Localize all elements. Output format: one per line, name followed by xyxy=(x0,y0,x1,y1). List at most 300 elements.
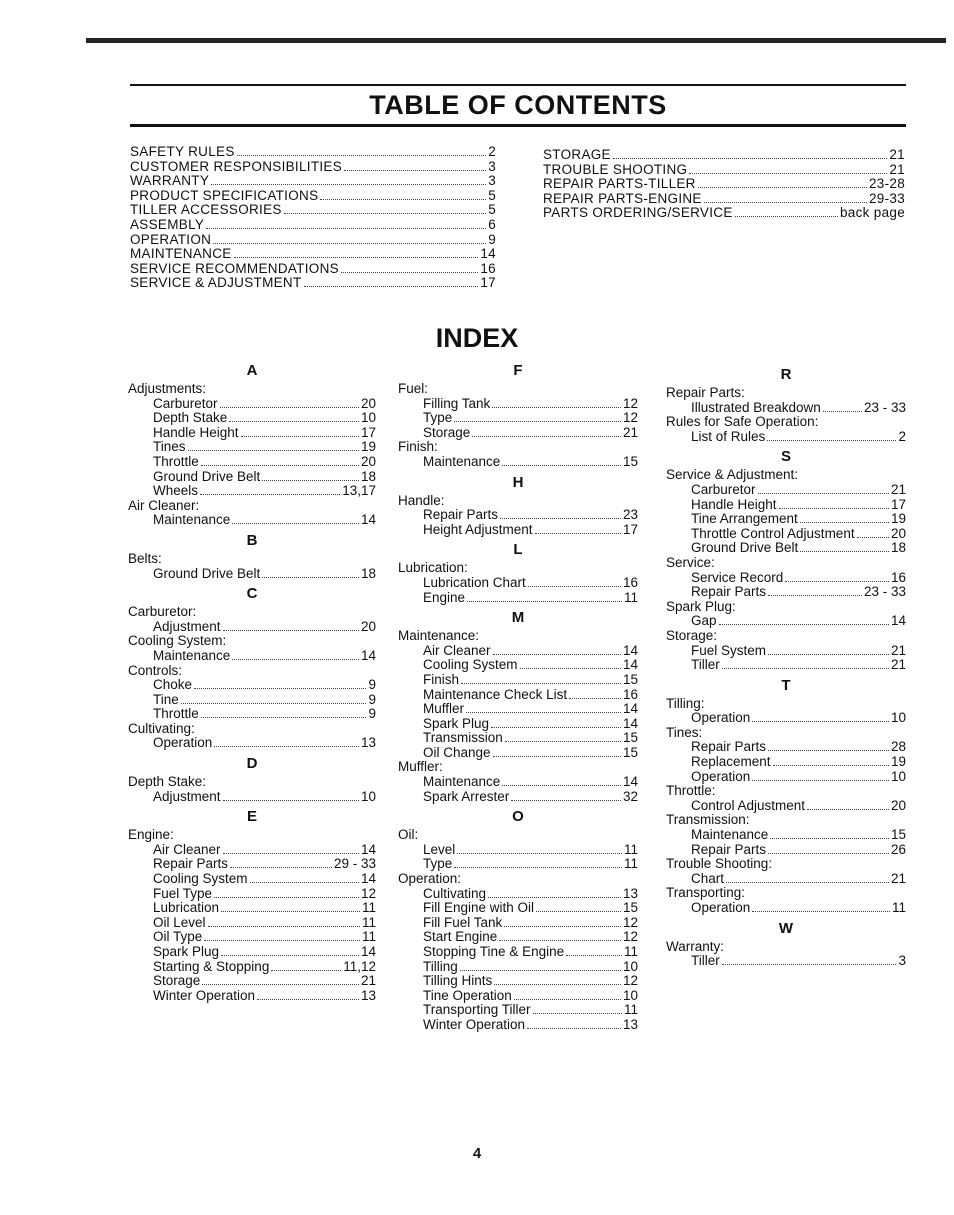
index-entry-label: Fill Fuel Tank xyxy=(423,914,503,930)
toc-entry xyxy=(130,174,496,189)
index-entry-page: 12 xyxy=(622,914,638,930)
index-entry-page: 13 xyxy=(622,1016,638,1032)
index-entry-page: 11 xyxy=(361,914,376,930)
index-entry xyxy=(128,916,376,931)
index-entry-label: Depth Stake xyxy=(153,410,228,426)
index-entry-label: Fill Engine with Oil xyxy=(423,900,535,916)
index-entry-label: Tiller xyxy=(691,953,720,969)
index-entry-label: Oil Level xyxy=(153,914,206,930)
index-entry-label: Lubrication xyxy=(153,900,220,916)
index-entry-label: Control Adjustment xyxy=(691,797,806,813)
index-entry-page: 14 xyxy=(360,647,376,663)
index-letter-heading: D xyxy=(246,755,258,773)
index-entry-page: 15 xyxy=(622,744,638,760)
index-topic: Spark Plug: xyxy=(666,598,736,614)
leader-dots xyxy=(221,946,359,956)
leader-dots xyxy=(493,747,621,757)
leader-dots xyxy=(528,577,621,587)
index-entry-page: 28 xyxy=(890,739,906,755)
index-entry-label: Throttle xyxy=(153,706,199,722)
toc-entry xyxy=(130,218,496,233)
leader-dots xyxy=(698,178,867,188)
leader-dots xyxy=(527,1019,621,1029)
leader-dots xyxy=(535,524,621,534)
index-topic: Transporting: xyxy=(666,885,746,901)
index-entry-page: 11 xyxy=(623,1002,638,1018)
index-topic: Tilling: xyxy=(666,695,705,711)
leader-dots xyxy=(536,902,621,912)
toc-entry-page: 21 xyxy=(889,161,905,177)
leader-dots xyxy=(341,263,478,273)
index-letter-heading: B xyxy=(246,531,258,549)
index-entry-label: Type xyxy=(423,856,453,872)
index-entry-page: 19 xyxy=(360,439,376,455)
toc-right-column xyxy=(543,148,905,221)
index-entry xyxy=(398,790,638,805)
index-entry-page: 23 - 33 xyxy=(863,584,906,600)
index-entry-page: 17 xyxy=(360,424,376,440)
leader-dots xyxy=(505,732,621,742)
index-entry-label: Engine xyxy=(423,589,466,605)
leader-dots xyxy=(204,931,360,941)
index-entry-label: Fuel System xyxy=(691,642,767,658)
toc-entry-label: PARTS ORDERING/SERVICE xyxy=(543,205,733,221)
index-entry xyxy=(398,523,638,538)
index-entry-label: Oil Change xyxy=(423,744,491,760)
index-entry xyxy=(128,426,376,441)
index-entry xyxy=(666,541,906,556)
index-column-1 xyxy=(128,358,376,1003)
leader-dots xyxy=(262,471,359,481)
index-entry-label: Ground Drive Belt xyxy=(691,540,799,556)
index-entry-label: Carburetor xyxy=(691,481,756,497)
index-topic: Finish: xyxy=(398,439,438,455)
leader-dots xyxy=(201,456,359,466)
index-entry xyxy=(398,1018,638,1033)
leader-dots xyxy=(467,592,622,602)
index-entry-label: Handle Height xyxy=(153,424,239,440)
leader-dots xyxy=(823,402,862,412)
index-entry-label: Tiller xyxy=(691,657,720,673)
toc-entry-label: WARRANTY xyxy=(130,173,210,189)
index-topic: Lubrication: xyxy=(398,560,468,576)
index-entry-label: Tilling Hints xyxy=(423,973,493,989)
index-entry-label: Stopping Tine & Engine xyxy=(423,944,565,959)
leader-dots xyxy=(514,990,621,1000)
index-entry xyxy=(128,901,376,916)
index-entry xyxy=(666,571,906,586)
index-entry xyxy=(128,649,376,664)
index-entry-page: 15 xyxy=(622,900,638,916)
index-entry xyxy=(666,828,906,843)
leader-dots xyxy=(502,456,621,466)
index-entry-label: Oil Type xyxy=(153,929,203,945)
index-entry-page: 11,12 xyxy=(343,958,376,974)
index-entry-page: 32 xyxy=(622,788,638,804)
leader-dots xyxy=(181,694,367,704)
index-entry xyxy=(128,678,376,693)
index-entry-page: 9 xyxy=(368,691,376,707)
leader-dots xyxy=(223,844,359,854)
index-entry-page: 21 xyxy=(890,657,906,673)
index-entry-label: Tines xyxy=(153,439,186,455)
leader-dots xyxy=(768,586,862,596)
title-bottom-rule xyxy=(130,124,906,127)
leader-dots xyxy=(566,946,622,956)
leader-dots xyxy=(770,829,889,839)
leader-dots xyxy=(221,902,360,912)
leader-dots xyxy=(726,873,889,883)
leader-dots xyxy=(284,204,486,214)
index-entry-page: 12 xyxy=(622,929,638,945)
index-entry-page: 14 xyxy=(360,512,376,528)
leader-dots xyxy=(223,621,359,631)
index-entry-page: 13 xyxy=(360,987,376,1003)
index-topic: Tines: xyxy=(666,724,703,740)
index-entry xyxy=(666,843,906,858)
toc-entry xyxy=(130,276,496,291)
index-entry-label: Transporting Tiller xyxy=(423,1002,531,1018)
index-entry-label: Cultivating xyxy=(423,885,487,901)
index-topic: Oil: xyxy=(398,827,419,843)
index-entry-page: 14 xyxy=(622,715,638,731)
leader-dots xyxy=(500,509,621,519)
index-entry xyxy=(128,887,376,902)
index-entry-page: 20 xyxy=(890,525,906,541)
leader-dots xyxy=(304,277,479,287)
page-number: 4 xyxy=(472,1145,482,1162)
index-entry-page: 10 xyxy=(360,410,376,426)
leader-dots xyxy=(768,645,889,655)
index-entry xyxy=(666,770,906,785)
toc-entry xyxy=(543,206,905,221)
index-letter-heading: F xyxy=(513,362,523,379)
index-entry-label: Gap xyxy=(691,613,717,629)
leader-dots xyxy=(214,888,359,898)
index-entry xyxy=(128,411,376,426)
leader-dots xyxy=(202,975,359,985)
index-entry xyxy=(398,411,638,426)
leader-dots xyxy=(752,712,889,722)
leader-dots xyxy=(511,791,621,801)
index-entry-page: 21 xyxy=(622,424,638,440)
index-entry-page: 9 xyxy=(368,706,376,722)
toc-entry-label: TROUBLE SHOOTING xyxy=(543,161,688,177)
index-entry xyxy=(128,455,376,470)
toc-entry-page: 9 xyxy=(488,231,496,247)
toc-entry-page: 14 xyxy=(480,246,496,262)
index-entry-page: 20 xyxy=(360,618,376,634)
index-entry-page: 14 xyxy=(622,657,638,673)
index-entry-page: 15 xyxy=(622,671,638,687)
index-entry xyxy=(398,508,638,523)
index-entry xyxy=(398,857,638,872)
index-topic: Throttle: xyxy=(666,783,716,799)
index-entry xyxy=(398,887,638,902)
toc-entry-page: 16 xyxy=(480,260,496,276)
index-entry xyxy=(398,843,638,858)
index-topic: Cultivating: xyxy=(128,720,195,736)
index-entry xyxy=(398,901,638,916)
leader-dots xyxy=(752,902,890,912)
index-entry-page: 11 xyxy=(361,900,376,916)
toc-entry xyxy=(130,233,496,248)
index-topic: Operation: xyxy=(398,871,462,887)
index-topic: Air Cleaner: xyxy=(128,497,200,513)
leader-dots xyxy=(857,528,889,538)
leader-dots xyxy=(502,776,621,786)
leader-dots xyxy=(262,568,359,578)
toc-entry xyxy=(130,247,496,262)
index-entry-label: Tine Arrangement xyxy=(691,511,798,527)
leader-dots xyxy=(722,659,889,669)
index-entry-label: Spark Arrester xyxy=(423,788,510,804)
toc-entry-label: TILLER ACCESSORIES xyxy=(130,202,282,218)
leader-dots xyxy=(719,615,889,625)
index-entry xyxy=(666,740,906,755)
toc-entry-page: 2 xyxy=(488,144,496,159)
leader-dots xyxy=(188,441,359,451)
index-entry-page: 11 xyxy=(623,841,638,857)
index-entry-label: Repair Parts xyxy=(691,739,767,755)
index-entry xyxy=(666,755,906,770)
leader-dots xyxy=(752,771,889,781)
index-entry-label: Start Engine xyxy=(423,929,498,945)
leader-dots xyxy=(800,542,889,552)
index-entry-label: Maintenance xyxy=(423,774,501,790)
leader-dots xyxy=(807,800,889,810)
leader-dots xyxy=(613,149,888,159)
index-entry-label: Maintenance xyxy=(153,512,231,528)
leader-dots xyxy=(271,961,341,971)
index-entry-label: Operation xyxy=(691,768,751,784)
index-entry-label: Finish xyxy=(423,671,460,687)
index-entry-page: 3 xyxy=(898,953,906,969)
leader-dots xyxy=(208,917,360,927)
leader-dots xyxy=(533,1004,622,1014)
toc-entry-label: OPERATION xyxy=(130,231,212,247)
toc-entry-page: 21 xyxy=(889,147,905,162)
leader-dots xyxy=(773,756,889,766)
index-entry-page: 26 xyxy=(890,841,906,857)
index-entry-label: List of Rules xyxy=(691,428,766,444)
index-entry xyxy=(398,688,638,703)
leader-dots xyxy=(785,572,889,582)
index-entry-label: Operation xyxy=(691,900,751,915)
index-entry-page: 14 xyxy=(622,701,638,717)
toc-entry-label: REPAIR PARTS-TILLER xyxy=(543,176,696,192)
index-topic: Handle: xyxy=(398,492,445,508)
index-topic: Service: xyxy=(666,554,715,570)
leader-dots xyxy=(767,431,896,441)
index-entry xyxy=(398,945,638,960)
index-entry xyxy=(398,702,638,717)
index-entry-label: Air Cleaner xyxy=(423,642,491,658)
toc-entry-page: 23-28 xyxy=(868,176,905,192)
index-entry-page: 20 xyxy=(360,395,376,411)
leader-dots xyxy=(454,412,621,422)
index-entry xyxy=(398,960,638,975)
leader-dots xyxy=(454,858,622,868)
index-entry-page: 11 xyxy=(623,856,638,872)
toc-entry xyxy=(130,189,496,204)
index-entry-page: 23 xyxy=(622,507,638,523)
index-entry xyxy=(398,397,638,412)
leader-dots xyxy=(704,193,867,203)
leader-dots xyxy=(213,234,486,244)
index-entry-label: Tine xyxy=(153,691,179,707)
leader-dots xyxy=(520,659,621,669)
index-entry-label: Repair Parts xyxy=(153,856,229,872)
index-entry-label: Maintenance xyxy=(423,453,501,469)
index-entry-label: Height Adjustment xyxy=(423,521,533,537)
index-entry xyxy=(666,512,906,527)
index-title: INDEX xyxy=(435,323,519,353)
index-entry-label: Lubrication Chart xyxy=(423,574,526,590)
leader-dots xyxy=(493,645,621,655)
leader-dots xyxy=(241,427,359,437)
index-entry xyxy=(128,707,376,722)
index-entry xyxy=(128,513,376,528)
index-entry xyxy=(128,974,376,989)
index-entry-page: 18 xyxy=(890,540,906,556)
leader-dots xyxy=(230,858,332,868)
index-entry-page: 12 xyxy=(360,885,376,901)
index-entry xyxy=(128,397,376,412)
leader-dots xyxy=(214,737,359,747)
index-entry xyxy=(666,644,906,659)
index-entry-label: Repair Parts xyxy=(691,841,767,857)
index-entry-label: Repair Parts xyxy=(691,584,767,600)
leader-dots xyxy=(779,499,889,509)
leader-dots xyxy=(194,679,366,689)
toc-entry-label: STORAGE xyxy=(543,147,611,162)
index-column-2 xyxy=(398,358,638,1033)
index-entry-page: 19 xyxy=(890,511,906,527)
index-entry-page: 23 - 33 xyxy=(863,399,906,415)
index-entry-page: 14 xyxy=(360,841,376,857)
toc-entry-label: SERVICE RECOMMENDATIONS xyxy=(130,260,339,276)
index-entry xyxy=(666,614,906,629)
index-entry-page: 20 xyxy=(890,797,906,813)
leader-dots xyxy=(232,514,359,524)
index-entry-page: 14 xyxy=(622,774,638,790)
index-entry xyxy=(398,746,638,761)
index-entry-label: Winter Operation xyxy=(153,987,256,1003)
toc-title: TABLE OF CONTENTS xyxy=(369,90,667,120)
index-entry-page: 10 xyxy=(890,768,906,784)
index-topic: Service & Adjustment: xyxy=(666,467,799,483)
index-entry-page: 21 xyxy=(890,870,906,886)
index-entry-label: Replacement xyxy=(691,754,771,770)
index-entry-label: Storage xyxy=(423,424,471,440)
index-entry xyxy=(128,693,376,708)
index-entry-label: Winter Operation xyxy=(423,1016,526,1032)
index-letter-heading: O xyxy=(512,808,524,826)
toc-entry xyxy=(543,163,905,178)
index-entry-label: Ground Drive Belt xyxy=(153,468,261,484)
index-entry-label: Operation xyxy=(691,710,751,726)
index-entry xyxy=(398,576,638,591)
leader-dots xyxy=(234,248,479,258)
index-entry xyxy=(666,901,906,916)
toc-entry-page: back page xyxy=(840,205,905,221)
index-topic: Fuel: xyxy=(398,381,429,396)
index-entry-page: 13 xyxy=(360,735,376,751)
toc-entry-label: SERVICE & ADJUSTMENT xyxy=(130,275,302,291)
leader-dots xyxy=(320,190,486,200)
index-entry-page: 9 xyxy=(368,677,376,693)
index-entry-label: Operation xyxy=(153,735,213,751)
index-entry xyxy=(398,1003,638,1018)
index-letter-heading: A xyxy=(246,362,258,379)
index-entry-page: 11 xyxy=(623,944,638,959)
leader-dots xyxy=(220,398,359,408)
toc-entry xyxy=(130,262,496,277)
index-entry-label: Adjustment xyxy=(153,788,221,804)
index-entry-label: Level xyxy=(423,841,456,857)
toc-entry-page: 5 xyxy=(488,187,496,203)
leader-dots xyxy=(206,219,486,229)
index-letter-heading: M xyxy=(511,609,525,627)
toc-entry-page: 6 xyxy=(488,216,496,232)
index-entry-label: Filling Tank xyxy=(423,395,491,411)
leader-dots xyxy=(569,689,621,699)
index-entry xyxy=(398,930,638,945)
index-entry-label: Spark Plug xyxy=(153,944,220,959)
leader-dots xyxy=(492,398,621,408)
index-topic: Adjustments: xyxy=(128,381,207,396)
index-entry-page: 20 xyxy=(360,453,376,469)
index-entry-page: 29 - 33 xyxy=(333,856,376,872)
index-entry-page: 16 xyxy=(622,574,638,590)
index-entry-label: Starting & Stopping xyxy=(153,958,270,974)
index-topic: Muffler: xyxy=(398,759,443,775)
title-top-rule xyxy=(130,84,906,86)
index-topic: Belts: xyxy=(128,550,162,566)
index-entry-page: 10 xyxy=(622,958,638,974)
index-entry xyxy=(398,775,638,790)
index-entry-label: Type xyxy=(423,410,453,426)
index-entry xyxy=(666,430,906,445)
index-entry xyxy=(128,872,376,887)
index-entry-label: Cooling System xyxy=(153,871,248,887)
index-entry-label: Carburetor xyxy=(153,395,218,411)
index-entry-label: Service Record xyxy=(691,569,784,585)
index-entry xyxy=(128,945,376,960)
index-entry-page: 10 xyxy=(360,788,376,804)
leader-dots xyxy=(768,844,889,854)
index-entry xyxy=(666,585,906,600)
index-entry-page: 16 xyxy=(622,686,638,702)
leader-dots xyxy=(494,975,621,985)
index-entry-label: Storage xyxy=(153,973,201,989)
index-entry xyxy=(128,989,376,1004)
index-entry xyxy=(666,527,906,542)
index-entry xyxy=(128,484,376,499)
index-entry-label: Throttle Control Adjustment xyxy=(691,525,855,541)
toc-entry-page: 17 xyxy=(480,275,496,291)
index-entry-page: 16 xyxy=(890,569,906,585)
toc-entry-label: ASSEMBLY xyxy=(130,216,205,232)
index-entry xyxy=(398,426,638,441)
index-entry-page: 15 xyxy=(890,827,906,843)
index-entry-page: 15 xyxy=(622,730,638,746)
index-topic: Trouble Shooting: xyxy=(666,856,773,872)
index-entry xyxy=(666,658,906,673)
leader-dots xyxy=(758,484,889,494)
leader-dots xyxy=(504,917,621,927)
